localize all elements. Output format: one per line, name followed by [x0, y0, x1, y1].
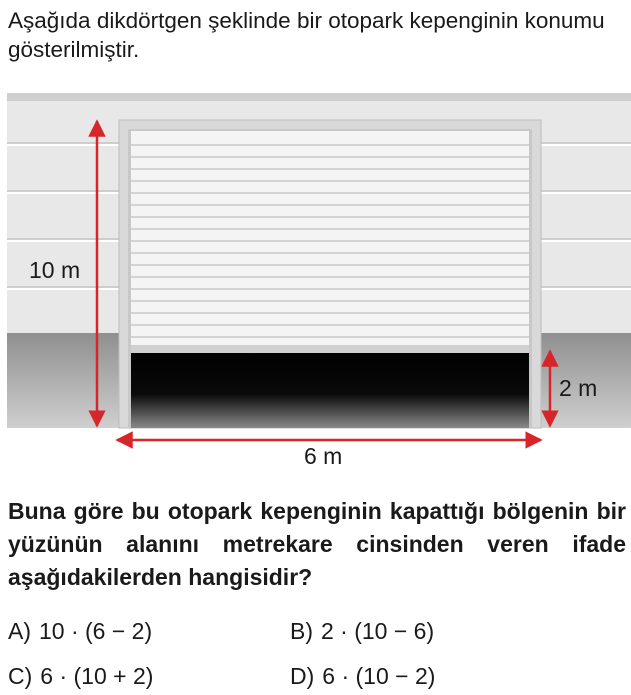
question-text: Buna göre bu otopark kepenginin kapattığı bölgenin bir yüzünün alanını metrekare cinsinden veren ifade aşağıdakilerden hangisidir?	[8, 498, 626, 590]
width-label: 6 m	[304, 443, 343, 465]
option-d-letter: D)	[290, 663, 315, 689]
height-label: 10 m	[29, 257, 81, 283]
option-b-text: 2 · (10 − 6)	[321, 618, 435, 644]
option-a-text: 10 · (6 − 2)	[39, 618, 153, 644]
option-d-text: 6 · (10 − 2)	[322, 663, 436, 689]
option-a-letter: A)	[8, 618, 31, 644]
door-opening	[131, 353, 529, 428]
option-c-letter: C)	[8, 663, 33, 689]
gap-label: 2 m	[559, 375, 598, 401]
option-c-text: 6 · (10 + 2)	[40, 663, 154, 689]
intro-text: Aşağıda dikdörtgen şeklinde bir otopark kepenginin konumu gösterilmiştir.	[8, 8, 605, 62]
shutter	[131, 131, 529, 353]
option-b[interactable]	[290, 618, 434, 645]
garage-figure	[7, 93, 631, 465]
option-c[interactable]	[8, 663, 153, 690]
option-b-letter: B)	[290, 618, 313, 644]
option-d[interactable]	[290, 663, 435, 690]
option-a[interactable]	[8, 618, 152, 645]
